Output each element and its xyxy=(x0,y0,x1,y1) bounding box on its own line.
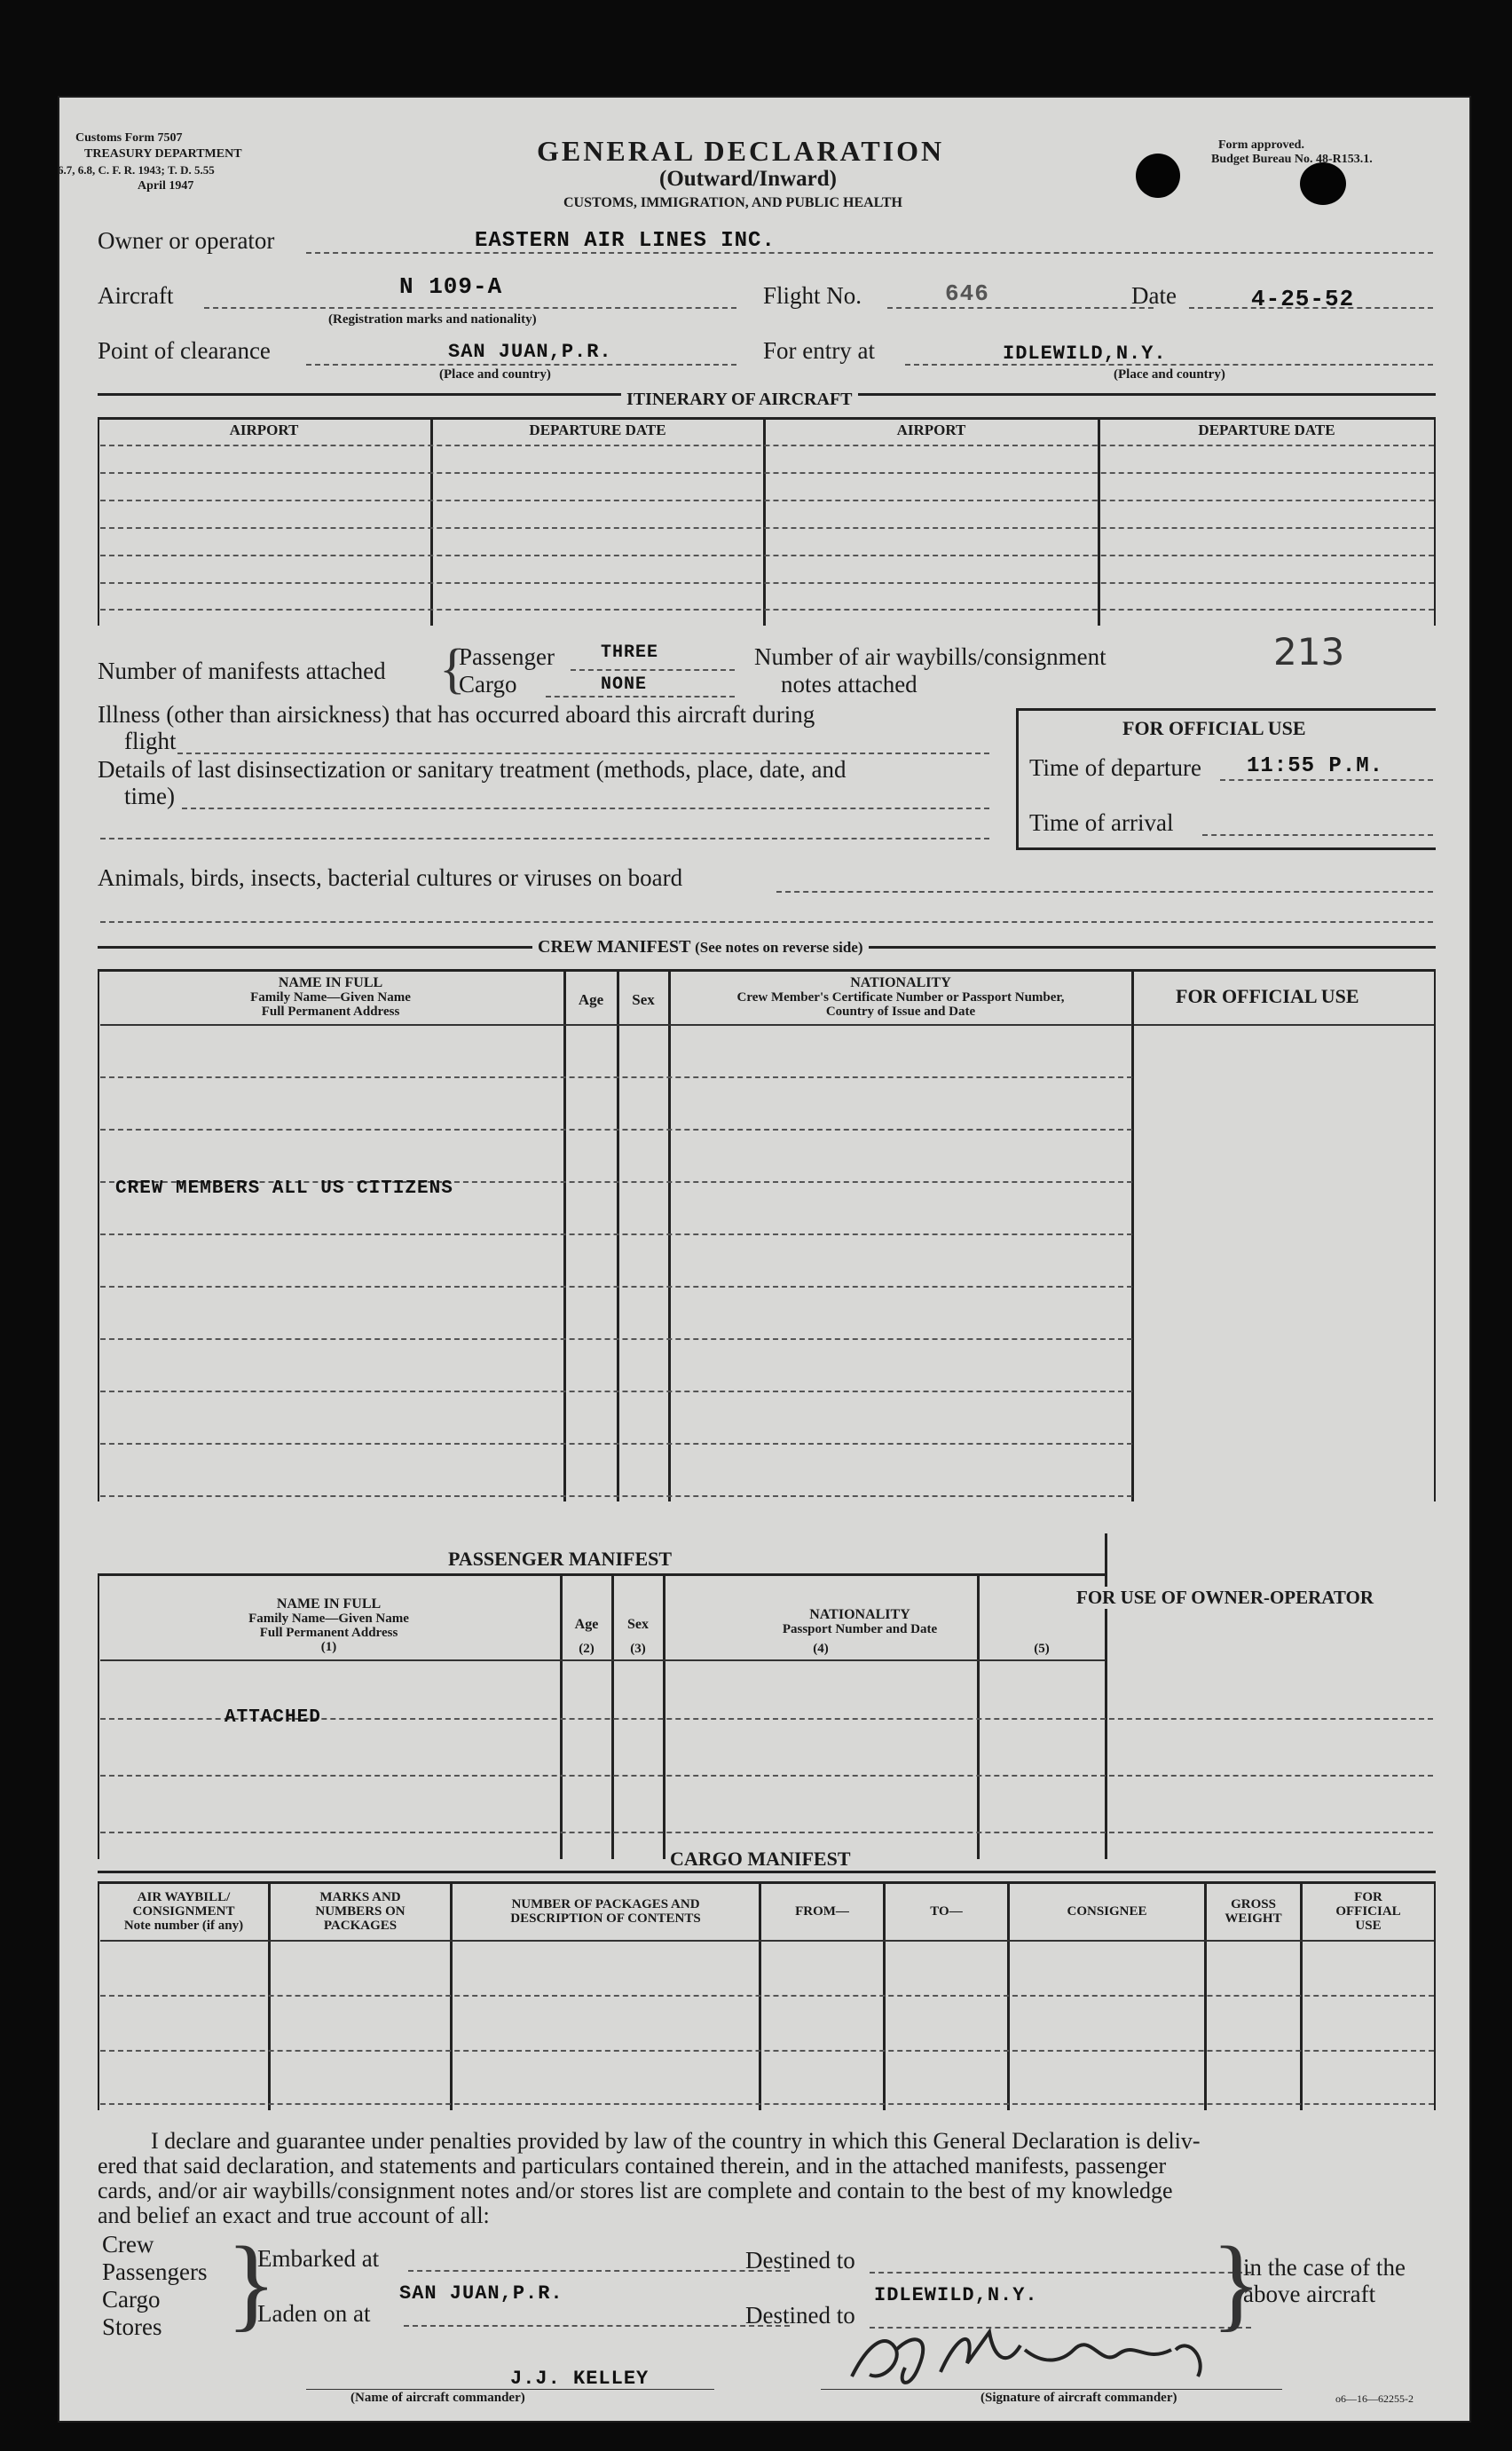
passenger-col-owner: FOR USE OF OWNER-OPERATOR xyxy=(1073,1587,1374,1609)
form-id-line-3: 6.7, 6.8, C. F. R. 1943; T. D. 5.55 xyxy=(58,163,215,177)
declaration-line-1: I declare and guarantee under penalties provided by law of the country in which this General Declaration is deliv- xyxy=(151,2128,1201,2154)
cargo-col-marks-1: MARKS AND xyxy=(319,1890,401,1904)
official-box-title: FOR OFFICIAL USE xyxy=(1122,717,1306,739)
passenger-col-nat-3: (4) xyxy=(813,1642,829,1656)
passenger-col-age: Age xyxy=(574,1617,599,1632)
waybill-label-1: Number of air waybills/consignment xyxy=(754,643,1106,670)
declaration-form-sheet xyxy=(58,96,1471,2423)
case-line-1: in the case of the xyxy=(1243,2254,1406,2281)
crew-manifest-title xyxy=(532,937,869,958)
laden-value[interactable]: SAN JUAN,P.R. xyxy=(399,2282,563,2305)
passenger-col-age-num: (2) xyxy=(579,1642,595,1656)
crew-col-name-1: NAME IN FULL xyxy=(278,975,383,990)
approval-line-2: Budget Bureau No. 48-R153.1. xyxy=(1211,153,1373,166)
date-value[interactable]: 4-25-52 xyxy=(1251,286,1355,312)
passenger-manifest-label: Passenger xyxy=(459,643,555,670)
itinerary-title: ITINERARY OF AIRCRAFT xyxy=(621,390,858,410)
declaration-line-2: ered that said declaration, and statements and particulars contained therein, and in the attached manifests, passenger xyxy=(98,2153,1167,2179)
embarked-label: Embarked at xyxy=(257,2245,380,2272)
waybill-value[interactable]: 213 xyxy=(1273,630,1345,674)
manifests-label: Number of manifests attached xyxy=(98,658,386,684)
form-id-line-2: TREASURY DEPARTMENT xyxy=(84,147,242,161)
passenger-col-sex-num: (3) xyxy=(630,1642,646,1656)
passenger-col-name-1: NAME IN FULL xyxy=(276,1596,382,1612)
cargo-col-packages-1: NUMBER OF PACKAGES AND xyxy=(511,1897,700,1911)
case-line-2: above aircraft xyxy=(1243,2281,1376,2307)
disinsect-line-1: Details of last disinsectization or sanitary treatment (methods, place, date, and xyxy=(98,756,847,783)
itinerary-col-airport-2: AIRPORT xyxy=(896,422,966,438)
crew-col-age: Age xyxy=(578,991,604,1008)
commander-signature-image xyxy=(834,2314,1278,2394)
itinerary-col-departure-1: DEPARTURE DATE xyxy=(529,422,666,438)
passenger-col-nat-2: Passport Number and Date xyxy=(782,1622,938,1636)
cargo-manifest-value[interactable]: NONE xyxy=(601,674,648,695)
crew-manifest-title-main: CREW MANIFEST xyxy=(538,937,691,957)
destined-value[interactable]: IDLEWILD,N.Y. xyxy=(874,2284,1038,2306)
passenger-col-name-3: Full Permanent Address xyxy=(259,1626,398,1640)
form-id-line-1: Customs Form 7507 xyxy=(75,131,183,145)
category-brace: } xyxy=(226,2225,277,2341)
passenger-manifest-value[interactable]: THREE xyxy=(601,642,659,663)
waybill-label-2: notes attached xyxy=(781,671,917,697)
flight-value[interactable]: 646 xyxy=(945,280,989,307)
date-label: Date xyxy=(1131,282,1177,309)
manifests-brace: { xyxy=(439,639,466,699)
crew-col-nat-1: NATIONALITY xyxy=(850,975,951,990)
passenger-col-nat-1: NATIONALITY xyxy=(809,1607,910,1622)
animals-label: Animals, birds, insects, bacterial cultures or viruses on board xyxy=(98,864,683,891)
declaration-line-4: and belief an exact and true account of all: xyxy=(98,2203,490,2228)
itinerary-col-departure-2: DEPARTURE DATE xyxy=(1198,422,1335,438)
print-code: o6—16—62255-2 xyxy=(1335,2392,1414,2405)
cargo-col-waybill-2: CONSIGNMENT xyxy=(132,1904,235,1919)
cargo-col-official-3: USE xyxy=(1355,1919,1382,1933)
cargo-manifest-title: CARGO MANIFEST xyxy=(670,1848,851,1870)
commander-name[interactable]: J.J. KELLEY xyxy=(510,2368,650,2390)
passenger-col-name-4: (1) xyxy=(320,1640,337,1654)
flight-label: Flight No. xyxy=(763,282,862,309)
owner-label: Owner or operator xyxy=(98,227,275,254)
punch-hole-left xyxy=(1136,154,1180,198)
passenger-col-sex: Sex xyxy=(627,1617,649,1632)
punch-hole-right xyxy=(1300,162,1346,205)
form-id-line-4: April 1947 xyxy=(138,179,194,193)
case-brace: } xyxy=(1211,2225,1262,2341)
cargo-col-marks-2: NUMBERS ON xyxy=(315,1904,406,1919)
category-crew: Crew xyxy=(102,2231,154,2258)
form-subtitle: (Outward/Inward) xyxy=(659,167,838,191)
cargo-col-waybill-1: AIR WAYBILL/ xyxy=(137,1890,231,1904)
passenger-manifest-title: PASSENGER MANIFEST xyxy=(448,1548,673,1570)
form-agencies: CUSTOMS, IMMIGRATION, AND PUBLIC HEALTH xyxy=(563,195,902,210)
cargo-col-official-2: OFFICIAL xyxy=(1335,1904,1401,1919)
category-stores: Stores xyxy=(102,2313,162,2340)
owner-value[interactable]: EASTERN AIR LINES INC. xyxy=(475,229,776,253)
destined-label-1: Destined to xyxy=(745,2247,855,2274)
crew-col-nat-2: Crew Member's Certificate Number or Passport Number, xyxy=(736,990,1065,1005)
disinsect-line-2: time) xyxy=(124,783,175,809)
itinerary-col-airport-1: AIRPORT xyxy=(229,422,299,438)
illness-line-1: Illness (other than airsickness) that has occurred aboard this aircraft during xyxy=(98,701,815,728)
clearance-label: Point of clearance xyxy=(98,337,271,364)
form-title: GENERAL DECLARATION xyxy=(537,135,945,167)
entry-caption: (Place and country) xyxy=(1114,367,1225,382)
crew-col-name-2: Family Name—Given Name xyxy=(250,990,411,1005)
aircraft-value[interactable]: N 109-A xyxy=(399,273,503,300)
laden-label: Laden on at xyxy=(257,2300,371,2327)
crew-col-sex: Sex xyxy=(632,991,655,1008)
cargo-col-weight-1: GROSS xyxy=(1231,1897,1276,1911)
category-cargo: Cargo xyxy=(102,2286,161,2313)
passenger-col-5: (5) xyxy=(1034,1642,1050,1656)
signature-caption: (Signature of aircraft commander) xyxy=(980,2391,1177,2405)
clearance-value[interactable]: SAN JUAN,P.R. xyxy=(448,341,612,363)
cargo-col-packages-2: DESCRIPTION OF CONTENTS xyxy=(510,1911,701,1926)
illness-line-2: flight xyxy=(124,728,177,754)
category-passengers: Passengers xyxy=(102,2258,208,2285)
aircraft-caption: (Registration marks and nationality) xyxy=(328,312,537,327)
cargo-col-official-1: FOR xyxy=(1354,1890,1382,1904)
cargo-col-to: TO— xyxy=(930,1904,963,1919)
passenger-entry[interactable]: ATTACHED xyxy=(224,1707,321,1728)
destined-label-2: Destined to xyxy=(745,2302,855,2329)
cargo-col-from: FROM— xyxy=(795,1904,849,1919)
clearance-caption: (Place and country) xyxy=(439,367,551,382)
departure-time-value[interactable]: 11:55 P.M. xyxy=(1247,754,1384,778)
arrival-time-label: Time of arrival xyxy=(1029,809,1174,836)
departure-time-label: Time of departure xyxy=(1029,754,1201,781)
passenger-col-name-2: Family Name—Given Name xyxy=(248,1612,409,1626)
cargo-manifest-label: Cargo xyxy=(459,671,517,697)
declaration-line-3: cards, and/or air waybills/consignment notes and/or stores list are complete and contain to the best of my knowledge xyxy=(98,2178,1173,2203)
cargo-col-consignee: CONSIGNEE xyxy=(1067,1904,1147,1919)
entry-label: For entry at xyxy=(763,337,875,364)
cargo-col-marks-3: PACKAGES xyxy=(323,1919,398,1933)
crew-col-name-3: Full Permanent Address xyxy=(261,1005,400,1019)
cargo-col-weight-2: WEIGHT xyxy=(1225,1911,1282,1926)
crew-manifest-title-note: (See notes on reverse side) xyxy=(695,939,863,956)
approval-line-1: Form approved. xyxy=(1218,138,1304,152)
commander-name-caption: (Name of aircraft commander) xyxy=(350,2391,525,2405)
crew-col-nat-3: Country of Issue and Date xyxy=(825,1005,976,1019)
cargo-col-waybill-3: Note number (if any) xyxy=(123,1919,244,1933)
crew-entry[interactable]: CREW MEMBERS ALL US CITIZENS xyxy=(115,1178,453,1199)
entry-value[interactable]: IDLEWILD,N.Y. xyxy=(1003,343,1167,365)
aircraft-label: Aircraft xyxy=(98,282,174,309)
crew-col-official: FOR OFFICIAL USE xyxy=(1176,985,1359,1007)
